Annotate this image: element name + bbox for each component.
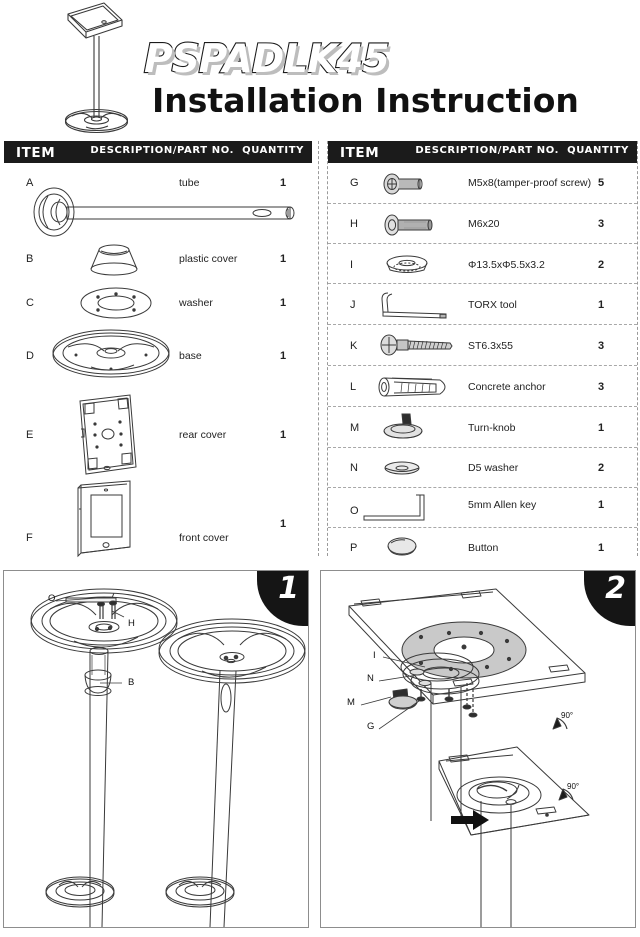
table-header-left — [4, 141, 312, 163]
step-number-badge: 2 — [584, 570, 636, 626]
document-header — [0, 0, 640, 138]
row-description: front cover — [179, 532, 229, 544]
turn-knob-icon — [378, 412, 438, 444]
row-quantity: 1 — [597, 499, 605, 511]
row-item-letter: F — [26, 532, 33, 544]
row-quantity: 1 — [279, 177, 287, 189]
column-header-item: ITEM — [16, 145, 56, 161]
table-row — [328, 244, 637, 284]
row-description: M6x20 — [468, 218, 500, 230]
callout-label-h: H — [128, 618, 135, 629]
table-row — [328, 448, 637, 488]
hex-bolt-icon — [380, 212, 442, 238]
rear-cover-icon — [72, 391, 142, 477]
row-description: Concrete anchor — [468, 381, 546, 393]
table-row — [328, 284, 637, 325]
row-item-letter: P — [350, 542, 358, 554]
rotation-angle-label-bottom: 90° — [567, 782, 580, 791]
row-item-letter: J — [350, 299, 356, 311]
callout-label-o: O — [48, 593, 56, 604]
step-1-illustration — [4, 571, 309, 927]
concrete-anchor-icon — [374, 374, 460, 400]
row-quantity: 1 — [279, 297, 287, 309]
d5-washer-icon — [380, 458, 432, 480]
row-description: M5x8(tamper-proof screw) — [468, 177, 592, 189]
row-description: Button — [468, 542, 499, 554]
rotation-angle-label-top: 90° — [561, 711, 574, 720]
wood-screw-icon — [378, 333, 462, 359]
row-description: base — [179, 350, 202, 362]
row-quantity: 1 — [597, 542, 605, 554]
row-item-letter: O — [350, 505, 359, 517]
row-description: washer — [179, 297, 213, 309]
row-quantity: 3 — [597, 340, 605, 352]
right-arrow-icon — [449, 807, 493, 833]
row-item-letter: C — [26, 297, 34, 309]
row-item-letter: E — [26, 429, 34, 441]
column-header-quantity: QUANTITY — [567, 145, 629, 156]
row-item-letter: N — [350, 462, 358, 474]
table-divider — [318, 141, 319, 556]
row-description: rear cover — [179, 429, 227, 441]
parts-table-right — [327, 141, 638, 556]
row-item-letter: B — [26, 253, 34, 265]
row-quantity: 1 — [279, 518, 287, 530]
row-description: Φ13.5xΦ5.5x3.2 — [468, 259, 545, 271]
table-header-right — [328, 141, 637, 163]
row-quantity: 3 — [597, 218, 605, 230]
parts-table-left — [4, 141, 312, 556]
step-number-badge: 1 — [257, 570, 309, 626]
step-panel-2 — [320, 570, 636, 928]
callout-label-g: G — [367, 721, 375, 732]
table-row — [328, 163, 637, 204]
row-item-letter: D — [26, 350, 34, 362]
washer-disc-icon — [66, 283, 166, 323]
row-description: 5mm Allen key — [468, 499, 537, 511]
flat-washer-icon — [380, 252, 440, 278]
row-description: plastic cover — [179, 253, 238, 265]
row-description: TORX tool — [468, 299, 517, 311]
pan-head-screw-icon — [380, 171, 440, 197]
row-item-letter: G — [350, 177, 359, 189]
front-cover-icon — [70, 479, 142, 559]
column-header-description: DESCRIPTION/PART NO. — [90, 145, 234, 156]
tube-icon — [22, 187, 302, 237]
button-cap-icon — [382, 535, 428, 561]
row-item-letter: K — [350, 340, 358, 352]
title-block — [130, 38, 630, 134]
row-item-letter: I — [350, 259, 354, 271]
table-row — [328, 488, 637, 528]
row-quantity: 1 — [279, 350, 287, 362]
callout-label-n: N — [367, 673, 374, 684]
table-row — [4, 323, 312, 387]
row-item-letter: H — [350, 218, 358, 230]
row-description: ST6.3x55 — [468, 340, 513, 352]
step-panel-1 — [3, 570, 309, 928]
model-title: PSPADLK45 — [144, 37, 389, 82]
row-quantity: 1 — [279, 253, 287, 265]
row-item-letter: A — [26, 177, 34, 189]
column-header-item: ITEM — [340, 145, 380, 161]
table-row — [4, 281, 312, 323]
table-row — [328, 407, 637, 448]
row-quantity: 2 — [597, 462, 605, 474]
row-description: Turn-knob — [468, 422, 516, 434]
column-header-description: DESCRIPTION/PART NO. — [415, 145, 559, 156]
step-2-illustration — [321, 571, 636, 927]
row-item-letter: M — [350, 422, 360, 434]
row-quantity: 1 — [597, 422, 605, 434]
row-quantity: 1 — [597, 299, 605, 311]
row-item-letter: L — [350, 381, 357, 393]
row-description: tube — [179, 177, 200, 189]
table-row — [328, 325, 637, 366]
torx-key-icon — [376, 290, 454, 320]
table-row — [328, 528, 637, 568]
row-quantity: 2 — [597, 259, 605, 271]
allen-key-icon — [356, 492, 434, 524]
row-description: D5 washer — [468, 462, 519, 474]
callout-label-m: M — [347, 697, 355, 708]
base-disc-icon — [46, 329, 176, 383]
plastic-cover-icon — [82, 239, 146, 279]
column-header-quantity: QUANTITY — [242, 145, 304, 156]
callout-label-b: B — [128, 677, 135, 688]
table-row — [4, 241, 312, 281]
table-row — [4, 163, 312, 241]
row-quantity: 1 — [279, 429, 287, 441]
row-quantity: 3 — [597, 381, 605, 393]
page-title: Installation Instruction — [152, 81, 579, 120]
table-row — [4, 387, 312, 479]
table-row — [328, 366, 637, 407]
callout-label-i: I — [373, 650, 376, 661]
row-quantity: 5 — [597, 177, 605, 189]
table-row — [328, 204, 637, 244]
table-row — [4, 479, 312, 561]
